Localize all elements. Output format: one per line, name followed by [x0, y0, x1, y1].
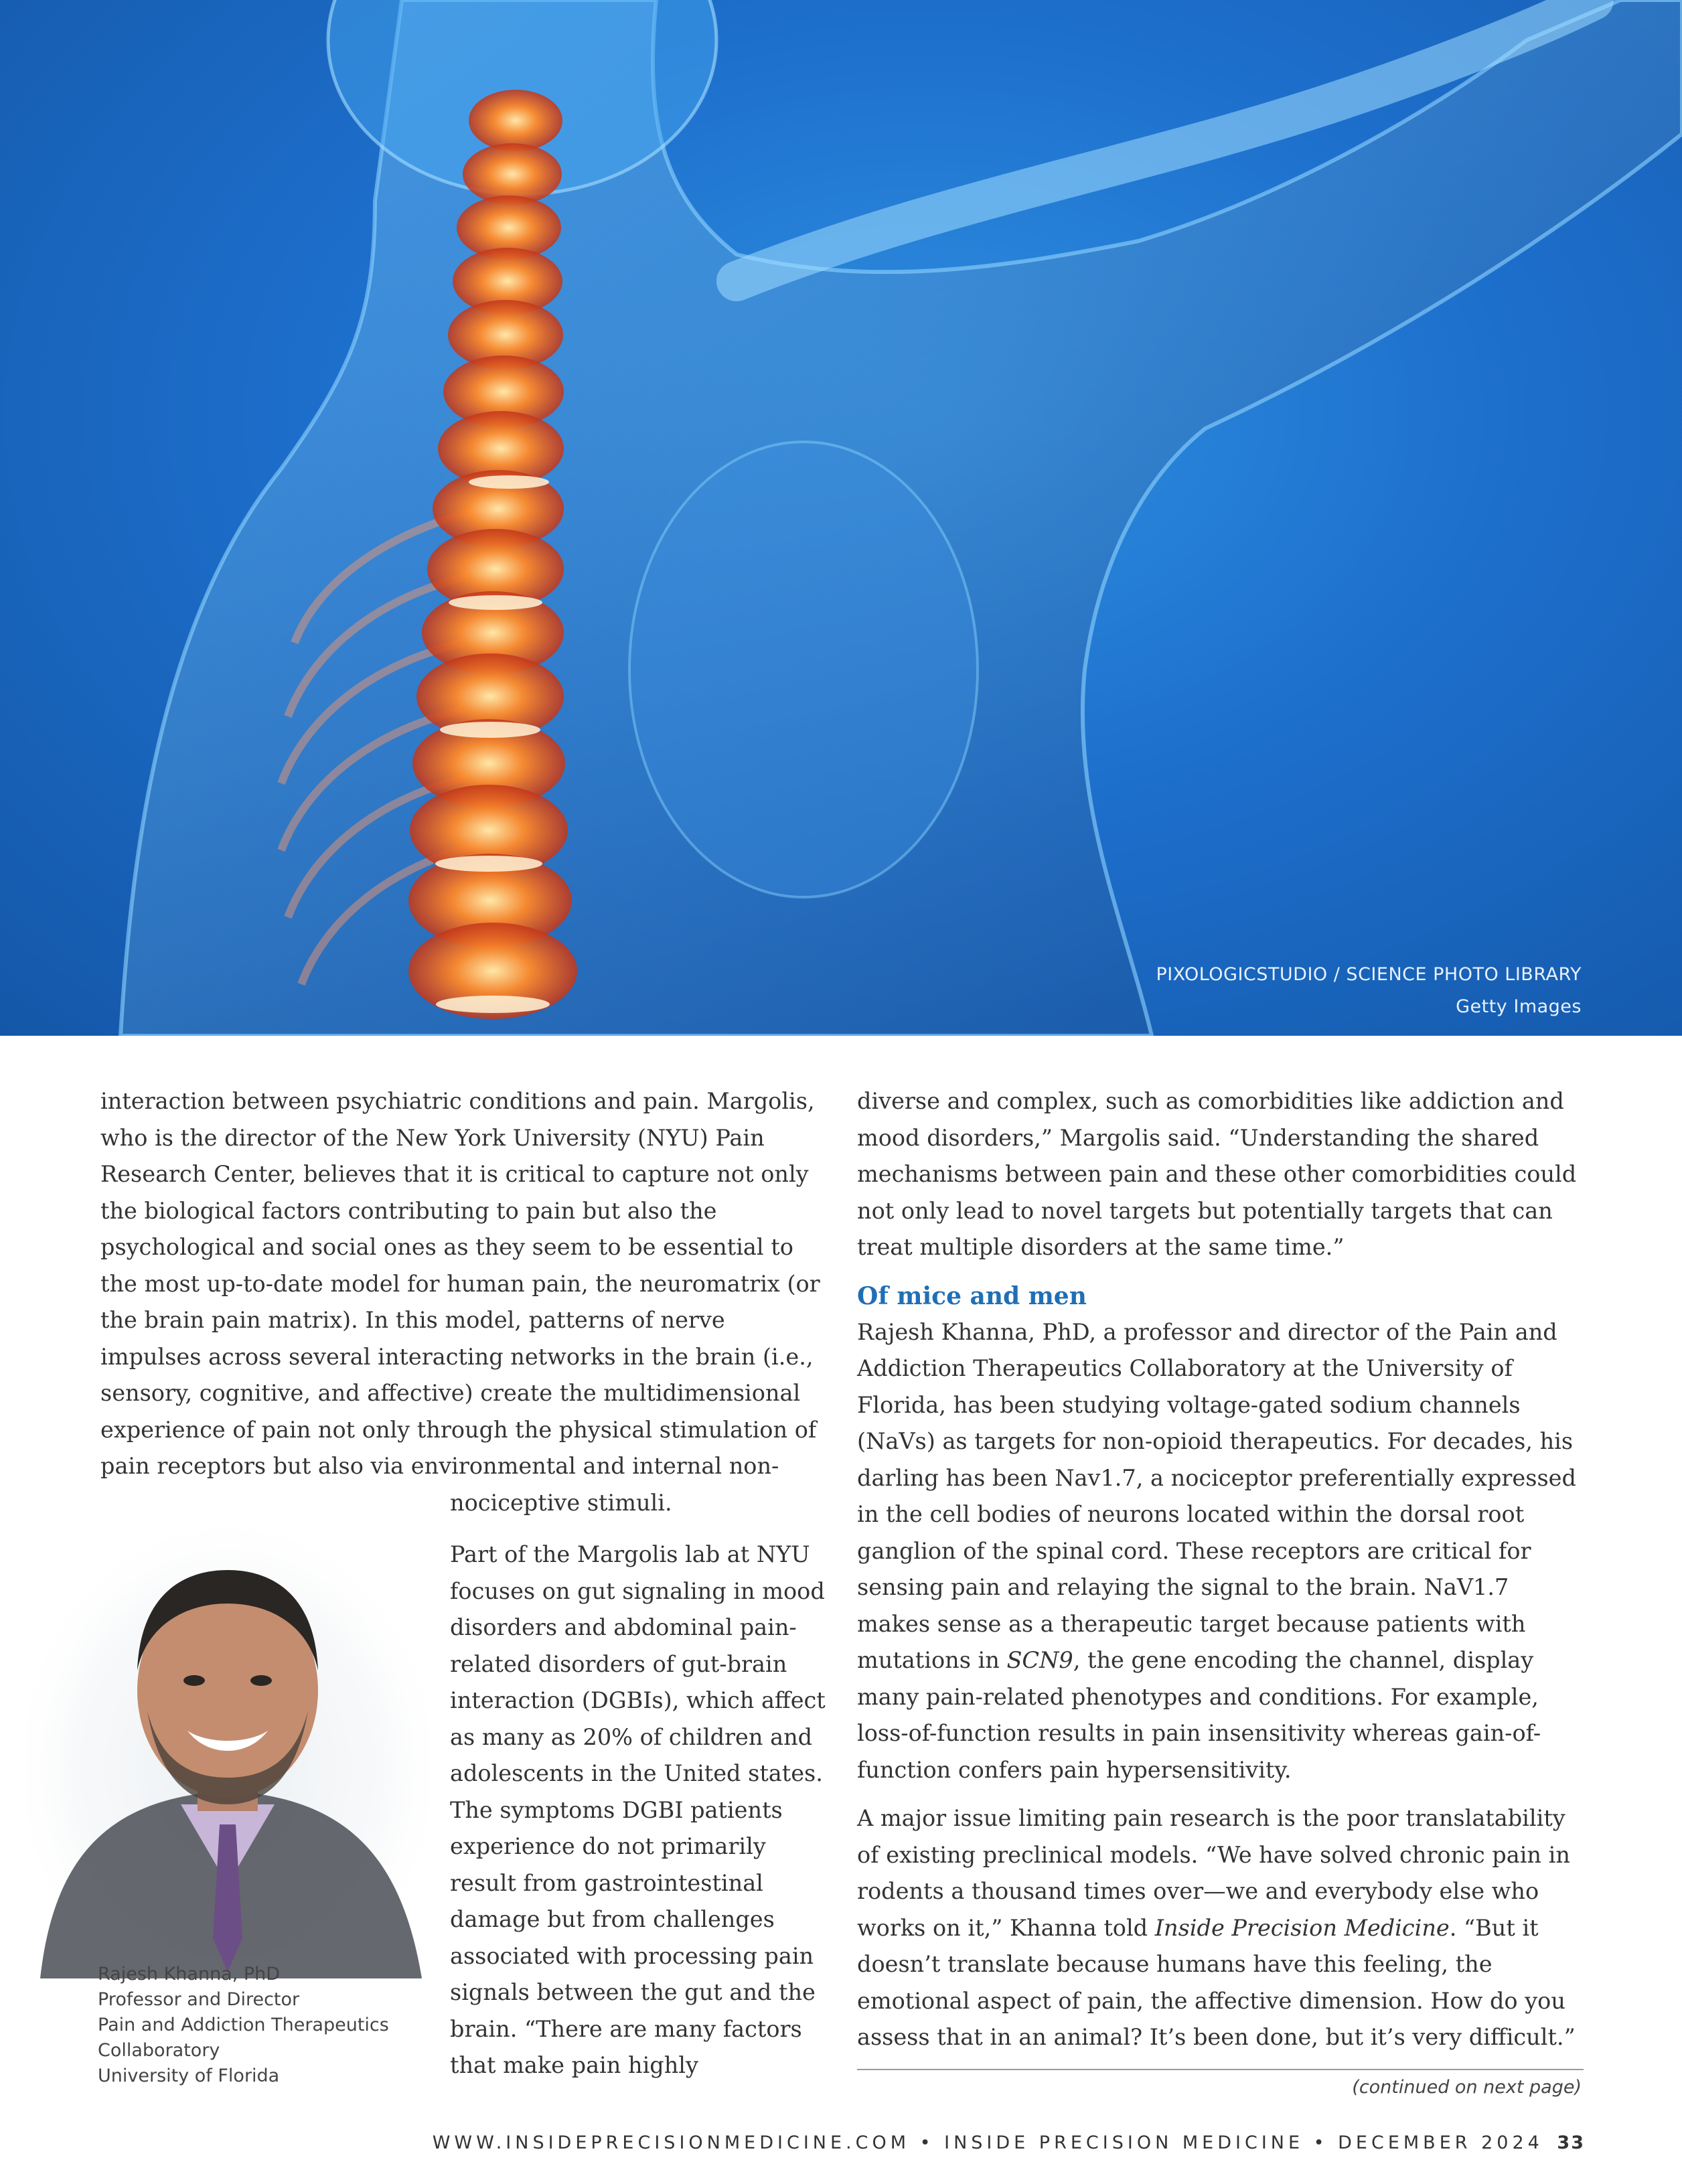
hero-illustration [0, 0, 1682, 1036]
caption-title: Professor and Director [98, 1989, 300, 2010]
portrait-rajesh-khanna [27, 1510, 429, 1978]
caption-name: Rajesh Khanna, PhD [98, 1964, 281, 1984]
continued-divider [857, 2069, 1584, 2070]
gene-name: SCN9 [1006, 1647, 1073, 1673]
portrait-caption [98, 1962, 419, 2089]
publication-name: Inside Precision Medicine [1154, 1914, 1450, 1941]
page-number: 33 [1557, 2132, 1585, 2153]
right-column [857, 1083, 1584, 2056]
caption-org-cont: Collaboratory [98, 2040, 220, 2061]
page-footer [433, 2132, 1585, 2153]
photo-agency: Getty Images [1456, 996, 1582, 1017]
continued-note: (continued on next page) [1352, 2077, 1582, 2098]
body-paragraph: Rajesh Khanna, PhD, a professor and director of the Pain and Addiction Therapeutics Collaboratory at the University of Florida, has been studying voltage-gated sodium channels (NaVs) as targets for non-opioid therapeutics. For decades, his darling has been Nav1.7, a nociceptor preferentially expressed in the cell bodies of neurons located within the dorsal root ganglion of the spinal cord. These receptors are critical for sensing pain and relaying the signal to the brain. NaV1.7 makes sense as a therapeutic target because patients with mutations in SCN9, the gene encoding the channel, display many pain-related phenotypes and conditions. For example, loss-of-function results in pain insensitivity whereas gain-of-function confers pain hypersensitivity. [857, 1318, 1576, 1783]
body-paragraph: A major issue limiting pain research is the poor translatability of existing preclinical models. “We have solved chronic pain in rodents a thousand times over—we and everybody else who works on it,” Khanna told Inside Precision Medicine. “But it doesn’t translate because humans have this feeling, the emotional aspect of pain, the affective dimension. How do you assess that in an animal? It’s been done, but it’s very difficult.” [857, 1805, 1576, 2050]
body-paragraph: interaction between psychiatric conditions and pain. Margolis, who is the director of the New York University (NYU) Pain Research Center, believes that it is critical to capture not only the biological factors contributing to pain but also the psychological and social ones as they seem to be essential to the most up-to-date model for human pain, the neuromatrix (or the brain pain matrix). In this model, patterns of nerve impulses across several interacting networks in the brain (i.e., sensory, cognitive, and affective) create the multidimensional experience of pain not only through the physical stimulation of pain receptors but also via environmental and internal non- [100, 1088, 820, 1479]
body-paragraph: Part of the Margolis lab at NYU focuses on gut signaling in mood disorders and abdominal pain-related disorders of gut-brain interaction (DGBIs), which affect as many as 20% of children and adolescents in the United states. The symptoms DGBI patients experience do not primarily result from gastrointestinal damage but from challenges associated with processing pain signals between the gut and the brain. “There are many factors that make pain highly [450, 1541, 826, 2078]
left-narrow-column [450, 1537, 832, 2084]
anatomy-illustration [0, 0, 1682, 1036]
caption-org: Pain and Addiction Therapeutics [98, 2015, 389, 2035]
body-paragraph: diverse and complex, such as comorbidities like addiction and mood disorders,” Margolis said. “Understanding the shared mechanisms between pain and these other comorbidities could not only lead to novel targets but potentially targets that can treat multiple disorders at the same time.” [857, 1088, 1577, 1260]
photo-credit: PIXOLOGICSTUDIO / SCIENCE PHOTO LIBRARY [1156, 964, 1582, 985]
caption-institution: University of Florida [98, 2065, 280, 2086]
footer-text: WWW.INSIDEPRECISIONMEDICINE.COM • INSIDE PRECISION MEDICINE • DECEMBER 2024 [432, 2132, 1543, 2153]
section-heading: Of mice and men [857, 1281, 1087, 1310]
left-column [100, 1083, 827, 1521]
body-paragraph-tail: nociceptive stimuli. [450, 1489, 672, 1516]
